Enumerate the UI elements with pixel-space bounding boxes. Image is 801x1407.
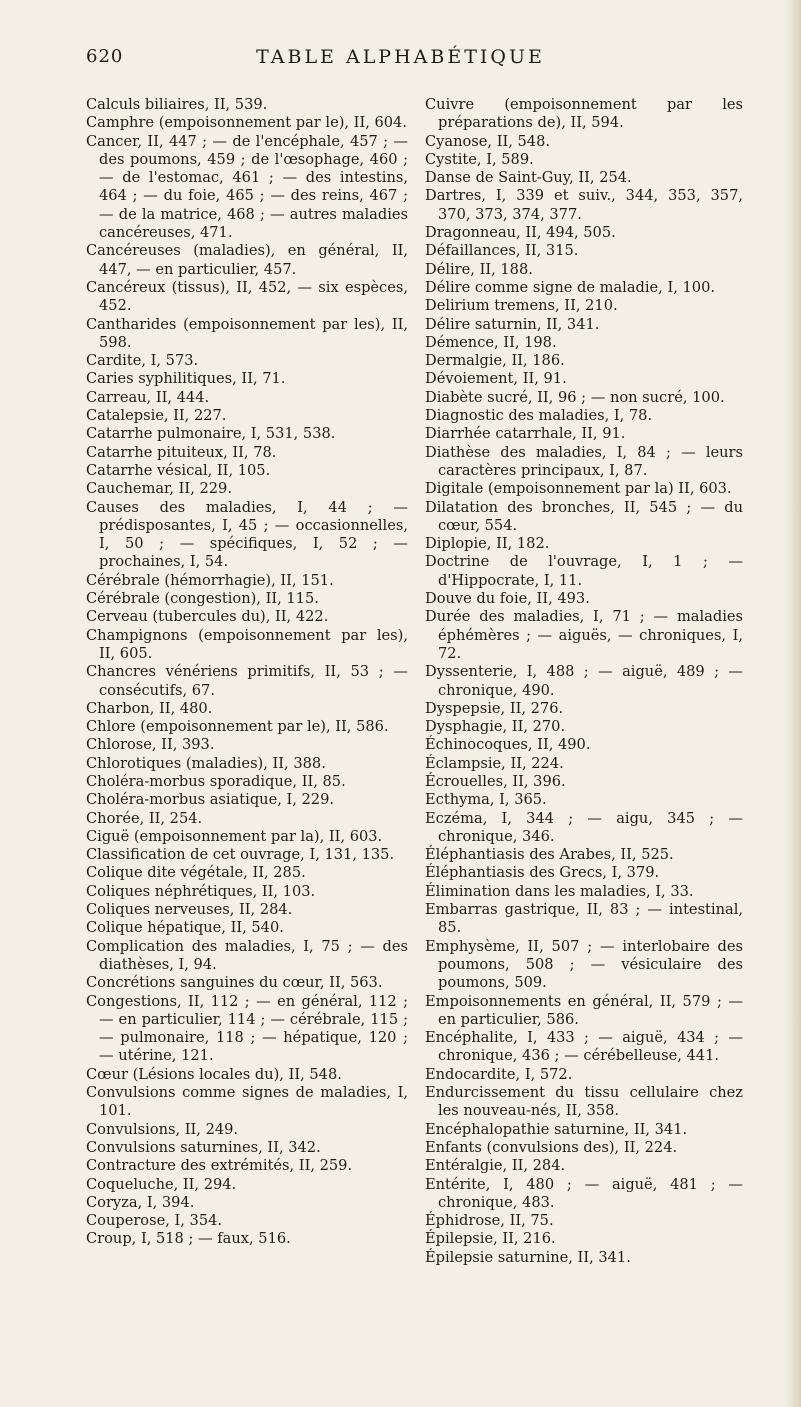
index-entry: Convulsions, II, 249. bbox=[86, 1120, 239, 1138]
index-entry: Cancer, II, 447 ; — de l'encéphale, 457 ; — des poumons, 459 ; de l'œsophage, 460 ; — de l'estomac, 461 ; — des intestins, 464 ; — du foie, 465 ; — des reins, 467 ; — de la matrice, 468 ; — autres maladies cancéreuses, 471. bbox=[86, 132, 408, 242]
index-entry: Cuivre (empoisonnement par les préparations de), II, 594. bbox=[425, 96, 743, 132]
index-entry: Éléphantiasis des Grecs, I, 379. bbox=[425, 864, 660, 882]
index-entry: Démence, II, 198. bbox=[425, 333, 557, 351]
index-entry: Dermalgie, II, 186. bbox=[425, 352, 565, 370]
index-entry: Concrétions sanguines du cœur, II, 563. bbox=[86, 974, 383, 992]
index-entry: Complication des maladies, I, 75 ; — des diathèses, I, 94. bbox=[86, 937, 408, 973]
index-entry: Chlorotiques (maladies), II, 388. bbox=[86, 754, 326, 772]
index-entry: Empoisonnements en général, II, 579 ; — en particulier, 586. bbox=[425, 992, 743, 1028]
index-entry: Ecthyma, I, 365. bbox=[425, 791, 547, 809]
index-entry: Contracture des extrémités, II, 259. bbox=[86, 1157, 353, 1175]
index-entry: Calculs biliaires, II, 539. bbox=[86, 96, 268, 113]
index-entry: Chlore (empoisonnement par le), II, 586. bbox=[86, 718, 389, 736]
index-column-right bbox=[425, 96, 743, 1267]
index-entry: Cœur (Lésions locales du), II, 548. bbox=[86, 1065, 342, 1083]
index-entry: Couperose, I, 354. bbox=[86, 1212, 223, 1230]
index-entry: Épilepsie, II, 216. bbox=[425, 1230, 556, 1248]
index-entry: Encéphalite, I, 433 ; — aiguë, 434 ; — chronique, 436 ; — cérébelleuse, 441. bbox=[425, 1029, 743, 1065]
index-entry: Digitale (empoisonnement par la) II, 603. bbox=[425, 480, 732, 498]
index-entry: Carreau, II, 444. bbox=[86, 388, 210, 406]
index-entry: Cauchemar, II, 229. bbox=[86, 480, 232, 498]
index-entry: Catarrhe vésical, II, 105. bbox=[86, 461, 271, 479]
index-entry: Éphidrose, II, 75. bbox=[425, 1212, 554, 1230]
index-entry: Diagnostic des maladies, I, 78. bbox=[425, 407, 653, 425]
index-entry: Convulsions comme signes de maladies, I, 101. bbox=[86, 1084, 408, 1120]
index-entry: Eczéma, I, 344 ; — aigu, 345 ; — chronique, 346. bbox=[425, 809, 743, 845]
index-entry: Diplopie, II, 182. bbox=[425, 535, 550, 553]
index-entry: Délire saturnin, II, 341. bbox=[425, 315, 600, 333]
index-entry: Épilepsie saturnine, II, 341. bbox=[425, 1248, 631, 1266]
index-entry: Charbon, II, 480. bbox=[86, 699, 213, 717]
index-entry: Cancéreuses (maladies), en général, II, 447, — en particulier, 457. bbox=[86, 242, 408, 278]
index-entry: Échinocoques, II, 490. bbox=[425, 736, 591, 754]
index-entry: Diabète sucré, II, 96 ; — non sucré, 100. bbox=[425, 388, 725, 406]
index-entry: Congestions, II, 112 ; — en général, 112 ; — en particulier, 114 ; — cérébrale, 115 ; — pulmonaire, 118 ; — hépatique, 120 ; — utérine, 121. bbox=[86, 992, 408, 1065]
index-entry: Caries syphilitiques, II, 71. bbox=[86, 370, 286, 388]
index-entry: Colique hépatique, II, 540. bbox=[86, 919, 284, 937]
running-title: TABLE ALPHABÉTIQUE bbox=[256, 46, 545, 68]
index-entry: Chancres vénériens primitifs, II, 53 ; — consécutifs, 67. bbox=[86, 663, 408, 699]
index-entry: Diathèse des maladies, I, 84 ; — leurs caractères principaux, I, 87. bbox=[425, 443, 743, 479]
index-entry: Classification de cet ouvrage, I, 131, 135. bbox=[86, 846, 395, 864]
index-entry: Doctrine de l'ouvrage, I, 1 ; — d'Hippocrate, I, 11. bbox=[425, 553, 743, 589]
index-entry: Coliques nerveuses, II, 284. bbox=[86, 901, 293, 919]
index-entry: Cyanose, II, 548. bbox=[425, 132, 551, 150]
index-entry: Entérite, I, 480 ; — aiguë, 481 ; — chronique, 483. bbox=[425, 1175, 743, 1211]
index-entry: Catalepsie, II, 227. bbox=[86, 407, 227, 425]
index-entry: Coliques néphrétiques, II, 103. bbox=[86, 882, 316, 900]
index-entry: Encéphalopathie saturnine, II, 341. bbox=[425, 1120, 688, 1138]
index-entry: Diarrhée catarrhale, II, 91. bbox=[425, 425, 626, 443]
index-entry: Dysphagie, II, 270. bbox=[425, 718, 566, 736]
page-number: 620 bbox=[86, 46, 124, 67]
index-entry: Coqueluche, II, 294. bbox=[86, 1175, 237, 1193]
index-entry: Delirium tremens, II, 210. bbox=[425, 297, 618, 315]
index-entry: Dartres, I, 339 et suiv., 344, 353, 357, 370, 373, 374, 377. bbox=[425, 187, 743, 223]
index-entry: Douve du foie, II, 493. bbox=[425, 590, 590, 608]
index-entry: Champignons (empoisonnement par les), II, 605. bbox=[86, 626, 408, 662]
index-entry: Cancéreux (tissus), II, 452, — six espèces, 452. bbox=[86, 278, 408, 315]
index-entry: Embarras gastrique, II, 83 ; — intestinal, 85. bbox=[425, 901, 743, 937]
index-entry: Endurcissement du tissu cellulaire chez les nouveau-nés, II, 358. bbox=[425, 1084, 743, 1120]
index-entry: Camphre (empoisonnement par le), II, 604. bbox=[86, 114, 407, 132]
index-entry: Durée des maladies, I, 71 ; — maladies éphémères ; — aiguës, — chroniques, I, 72. bbox=[425, 608, 743, 662]
index-entry: Élimination dans les maladies, I, 33. bbox=[425, 882, 694, 900]
index-entry: Entéralgie, II, 284. bbox=[425, 1157, 566, 1175]
index-entry: Emphysème, II, 507 ; — interlobaire des poumons, 508 ; — vésiculaire des poumons, 509. bbox=[425, 937, 743, 992]
index-entry: Dragonneau, II, 494, 505. bbox=[425, 224, 616, 242]
index-entry: Dyspepsie, II, 276. bbox=[425, 699, 564, 717]
index-entry: Choléra-morbus asiatique, I, 229. bbox=[86, 791, 335, 809]
page-header bbox=[86, 46, 715, 76]
index-entry: Cerveau (tubercules du), II, 422. bbox=[86, 608, 329, 626]
index-entry: Défaillances, II, 315. bbox=[425, 242, 579, 260]
index-entry: Causes des maladies, I, 44 ; — prédisposantes, I, 45 ; — occasionnelles, I, 50 ; — spécifiques, I, 52 ; — prochaines, I, 54. bbox=[86, 498, 408, 571]
index-column-left bbox=[86, 96, 408, 1249]
index-entry: Coryza, I, 394. bbox=[86, 1193, 195, 1211]
index-entry: Cystite, I, 589. bbox=[425, 150, 534, 168]
index-entry: Cérébrale (hémorrhagie), II, 151. bbox=[86, 571, 334, 589]
index-entry: Convulsions saturnines, II, 342. bbox=[86, 1138, 321, 1156]
index-entry: Croup, I, 518 ; — faux, 516. bbox=[86, 1230, 291, 1248]
index-entry: Colique dite végétale, II, 285. bbox=[86, 864, 306, 882]
index-entry: Dilatation des bronches, II, 545 ; — du cœur, 554. bbox=[425, 498, 743, 534]
index-entry: Cérébrale (congestion), II, 115. bbox=[86, 590, 319, 608]
index-entry: Cardite, I, 573. bbox=[86, 352, 199, 370]
index-entry: Dévoiement, II, 91. bbox=[425, 370, 567, 388]
index-entry: Chorée, II, 254. bbox=[86, 809, 203, 827]
index-entry: Délire, II, 188. bbox=[425, 260, 533, 278]
index-entry: Enfants (convulsions des), II, 224. bbox=[425, 1138, 678, 1156]
index-entry: Catarrhe pituiteux, II, 78. bbox=[86, 443, 277, 461]
index-entry: Délire comme signe de maladie, I, 100. bbox=[425, 278, 715, 296]
index-entry: Danse de Saint-Guy, II, 254. bbox=[425, 169, 632, 187]
page-edge-shadow bbox=[785, 0, 801, 1407]
index-entry: Dyssenterie, I, 488 ; — aiguë, 489 ; — chronique, 490. bbox=[425, 663, 743, 699]
index-entry: Chlorose, II, 393. bbox=[86, 736, 215, 754]
index-entry: Choléra-morbus sporadique, II, 85. bbox=[86, 772, 346, 790]
index-entry: Écrouelles, II, 396. bbox=[425, 772, 566, 790]
index-entry: Endocardite, I, 572. bbox=[425, 1065, 573, 1083]
index-entry: Éléphantiasis des Arabes, II, 525. bbox=[425, 846, 674, 864]
index-entry: Éclampsie, II, 224. bbox=[425, 754, 564, 772]
index-entry: Catarrhe pulmonaire, I, 531, 538. bbox=[86, 425, 336, 443]
index-entry: Ciguë (empoisonnement par la), II, 603. bbox=[86, 827, 383, 845]
index-entry: Cantharides (empoisonnement par les), II, 598. bbox=[86, 315, 408, 351]
